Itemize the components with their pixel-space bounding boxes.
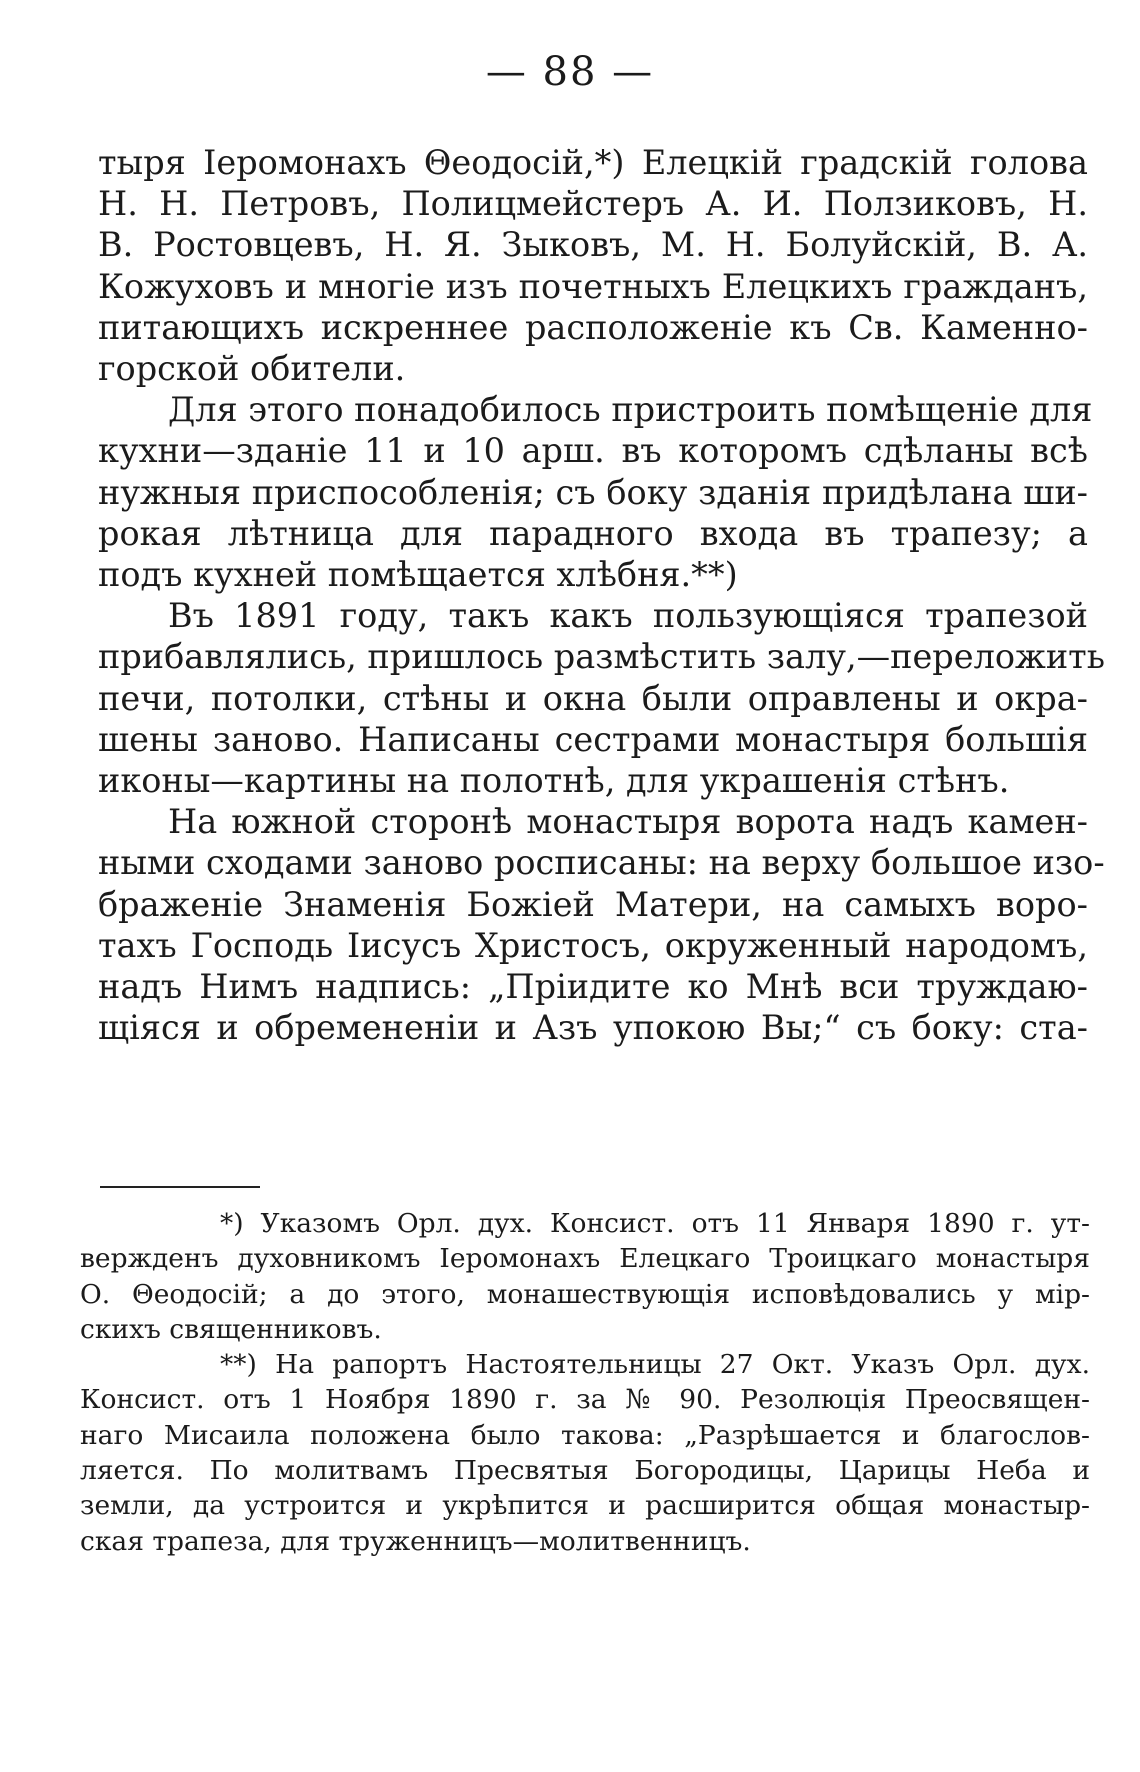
text-line: ными сходами заново росписаны: на верху большое изо- bbox=[98, 843, 1105, 883]
text-line: тахъ Господь Іисусъ Христосъ, окруженный народомъ, bbox=[98, 925, 1088, 965]
text-line: тыря Іеромонахъ Θеодосій,*) Елецкій градскій голова bbox=[98, 143, 1088, 182]
text-line: шены заново. Написаны сестрами монастыря большія bbox=[98, 719, 1088, 759]
text-line: щіяся и обремененіи и Азъ упокою Вы;“ съ боку: ста- bbox=[98, 1008, 1088, 1048]
text-line: В. Ростовцевъ, Н. Я. Зыковъ, М. Н. Болуйскій, В. А. bbox=[98, 225, 1088, 265]
text-line: подъ кухней помѣщается хлѣбня.**) bbox=[98, 555, 738, 595]
footnote-line: О. Θеодосій; а до этого, монашествующія исповѣдовались у мір- bbox=[80, 1278, 1090, 1310]
text-line: печи, потолки, стѣны и окна были оправлены и окра- bbox=[98, 678, 1088, 718]
footnote-line: вержденъ духовникомъ Іеромонахъ Елецкаго Троицкаго монастыря bbox=[80, 1243, 1090, 1275]
footnote-line: наго Мисаила положена было такова: „Разрѣшается и благослов- bbox=[80, 1419, 1090, 1451]
paragraph-start-line: На южной сторонѣ монастыря ворота надъ камен- bbox=[168, 802, 1088, 842]
text-line: нужныя приспособленія; съ боку зданія придѣлана ши- bbox=[98, 472, 1088, 512]
footnote-line: ляется. По молитвамъ Пресвятыя Богородицы, Царицы Неба и bbox=[80, 1455, 1090, 1487]
text-line: Н. Н. Петровъ, Полицмейстеръ А. И. Ползиковъ, Н. bbox=[98, 184, 1088, 224]
text-line: питающихъ искреннее расположеніе къ Св. Каменно- bbox=[98, 307, 1088, 347]
page-number: — 88 — bbox=[485, 49, 655, 95]
text-line: Кожуховъ и многіе изъ почетныхъ Елецкихъ гражданъ, bbox=[98, 266, 1088, 306]
paragraph-start-line: Для этого понадобилось пристроить помѣщеніе для bbox=[168, 390, 1093, 430]
text-line: рокая лѣтница для парадного входа въ трапезу; а bbox=[98, 513, 1088, 553]
footnote-line: **) На рапортъ Настоятельницы 27 Окт. Указъ Орл. дух. bbox=[220, 1349, 1090, 1381]
paragraph-start-line: Въ 1891 году, такъ какъ пользующіяся трапезой bbox=[168, 596, 1088, 636]
footnotes bbox=[80, 1206, 1090, 1559]
text-line: надъ Нимъ надпись: „Пріидите ко Мнѣ вси труждаю- bbox=[98, 967, 1088, 1007]
text-line: горской обители. bbox=[98, 349, 406, 389]
footnote-line: Консист. отъ 1 Ноября 1890 г. за № 90. Резолюція Преосвящен- bbox=[80, 1384, 1090, 1416]
footnote-line: *) Указомъ Орл. дух. Консист. отъ 11 Января 1890 г. ут- bbox=[220, 1208, 1090, 1239]
footnote-line: скихъ священниковъ. bbox=[80, 1313, 382, 1345]
text-line: иконы—картины на полотнѣ, для украшенія стѣнъ. bbox=[98, 761, 1010, 801]
footnote-divider bbox=[100, 1186, 260, 1188]
text-line: кухни—зданіе 11 и 10 арш. въ которомъ сдѣланы всѣ bbox=[98, 431, 1088, 471]
footnote-line: ская трапеза, для труженницъ—молитвенницъ. bbox=[80, 1525, 751, 1557]
text-line: браженіе Знаменія Божіей Матери, на самыхъ воро- bbox=[98, 884, 1088, 924]
text-line: прибавлялись, пришлось размѣстить залу,—переложить bbox=[98, 637, 1105, 677]
main-text bbox=[98, 142, 1105, 1048]
footnote-line: земли, да устроится и укрѣпится и расширится общая монастыр- bbox=[80, 1490, 1090, 1522]
